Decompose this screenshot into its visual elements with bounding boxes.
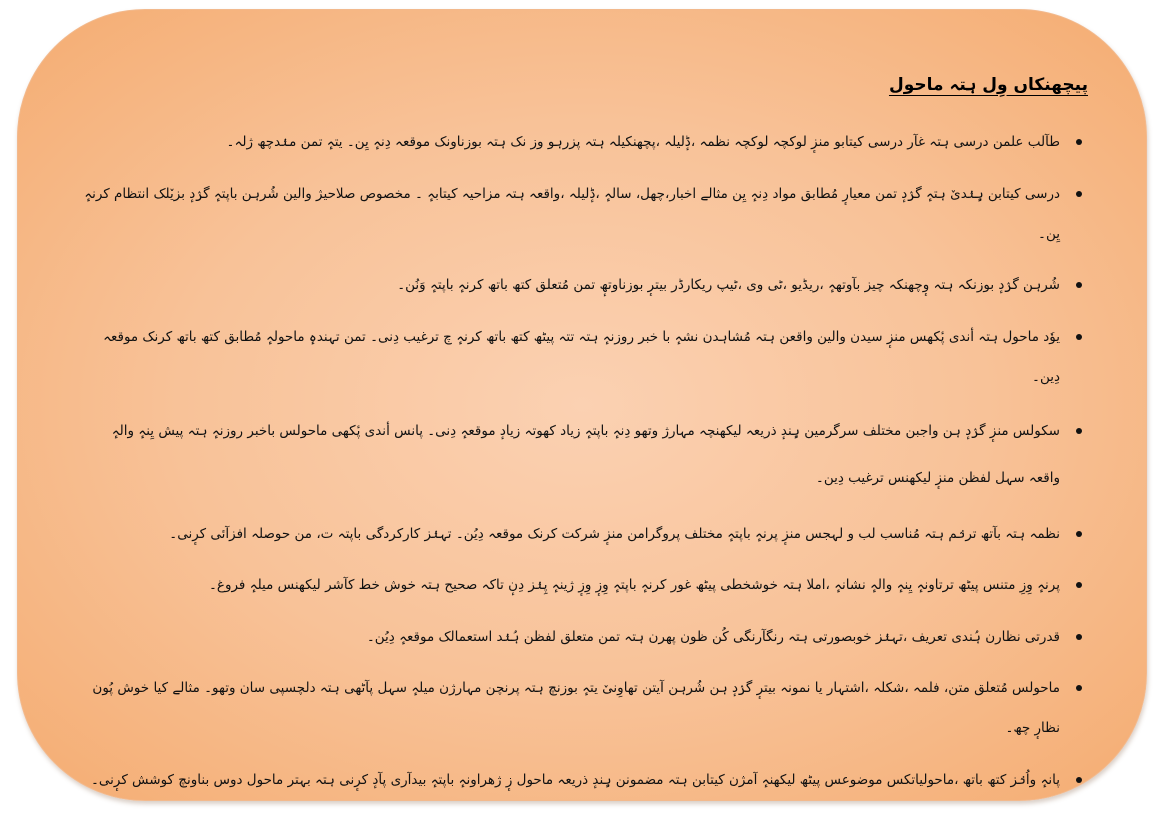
list-item [78,408,1088,502]
list-item-text: شُرہن گرٛدٕ بوزنکہ ہتہ وٕچھنکہ چیز بآوتھہٕ ،ریڈیو ،ٹی وی ،ٹیپ ریکارڈر بیترٕ بوزناوتھٕ تمن مُتعلق کتھ باتھ کرنہٕ باپتہٕ وَنُن۔ [397,277,1060,293]
bullet-list [78,122,1088,811]
bullet-icon [1076,777,1082,783]
list-item-text: درسی کیتابن ہٕنٛدیٚ ہتہٕ گرٛدٕ تمن معیارٕ مُطابق مواد دِنہٕ یِن مثالے اخبار،چھل، سالہٕ ،ڈٕلیلہ ،واقعہ ہتہ مزاحیہ کیتابہٕ ۔ مخصوص صلاحیژ والین شُرہن باپتہٕ گرٛدٕ بزیٚلک انتظام کرنہٕ یِن۔ [84,185,1060,242]
bullet-icon [1076,139,1082,145]
list-item [78,122,1088,162]
bullet-icon [1076,634,1082,640]
list-item [78,617,1088,657]
list-item [78,760,1088,800]
list-item [78,565,1088,605]
list-item-text: قدرتی نظارن ہُندی تعریف ،تہنٛز خوبصورتی ہتہ رنگآرنگی کُن ظون پھرن ہتہ تمن متعلق لفظن ہُنٛد استعمالک موقعہٕ دِیُن۔ [366,628,1060,645]
page-title: پیچھنکاں وِل ہتہ ماحول [888,75,1088,95]
bullet-icon [1076,531,1082,537]
bullet-icon [1076,334,1082,340]
list-item-text: یوٗد ماحول ہتہ أندی پٔکھس منزٕ سیدن والین واقعن ہتہ مُشاہدن نشہٕ با خبر روزنہٕ ہتہ تتہ پیٹھ کتھ باتھ کرنہٕ چ ترغیب دِنی۔ تمن تہندہٕ ماحولہٕ مُطابق کتھ باتھ کرنک موقعہ دِین۔ [103,328,1060,385]
bullet-icon [1076,582,1082,588]
list-item-text: طآلب علمن درسی ہتہ غآر درسی کیتابو منزٕ لوکچہ لوکچہ نظمہ ،ڈٕلیلہ ،پچھنکیلہ ہتہ پزرہو وز نک ہتہ بوزناونک موقعہ دِنہٕ یِن۔ یتہٕ تمن منٛدچھ ژلہ۔ [226,134,1060,150]
list-item-text: نظمہ ہتہ بآتھ ترنٛم ہتہ مُناسب لب و لہجس منزٕ پرنہٕ باپتہٕ مختلف پروگرامن منزٕ شرکت کرنک موقعہ دِیُن۔ تہنٛز کارکردگی باپتہ ت، من حوصلہ افزآئی کرٕنی۔ [169,525,1060,542]
list-item [78,174,1088,254]
list-item [78,514,1088,554]
bullet-icon [1076,685,1082,691]
bullet-icon [1076,428,1082,434]
list-item [78,668,1088,748]
list-item-text: ماحولس مُتعلق متن، فلمہ ،شکلہ ،اشتہار یا نمونہ بیترٕ گرٛدٕ ہن شُرہن آیتن تھاوِنیٚ یتہٕ بوزنچ ہتہ پرنچن مہارژن میلہٕ سہل پآٹھی ہتہ دلچسپی سان وتھو۔ مثالے کیا خوش پُون نظارٕ چھ۔ [92,680,1060,736]
list-item [78,317,1088,397]
list-item [78,265,1088,305]
bullet-icon [1076,282,1082,288]
bullet-icon [1076,191,1082,197]
list-item-text: سکولس منزٕ گرٛدٕ ہن واجبن مختلف سرگرمین ہٕندٕ ذریعہ لیکھنچہ مہارژ وتھو دِنہٕ باپتہٕ زیاد کھوتہ زیادٕ موقعہٕ دِنی۔ پانس أندی پٔکھی ماحولس باخبر روزنہٕ ہتہ پیش یِنہٕ والہٕ واقعہ سہل لفظن منزٕ لیکھنس ترغیب دِین۔ [111,423,1060,486]
list-item-text: پانہٕ واُنٛز کتھ باتھ ،ماحولیاتکس موضوعس پیٹھ لیکھنہٕ آمژن کیتابن ہتہ مضمونن ہٕندٕ ذریعہ ماحول زٕ ژھراونہٕ باپتہٕ بیدآری پآدٕ کرٕنی ہتہ بہتر ماحول دوس بناونچ کوشش کرٕنی۔ [90,771,1060,788]
content-card [17,9,1147,801]
list-item-text: پرنہٕ وِزِ متنس پیٹھ ترتاونہٕ یِنہٕ والہٕ نشانہٕ ،املا ہتہ خوشخطی پیٹھ غور کرنہٕ باپتہٕ وِزٕ وِزٕ ژینہٕ پِنٛز دِنٕ تاکہ صحیح ہتہ خوش خط کآشر لیکھنس میلہٕ فروغ۔ [208,577,1060,593]
